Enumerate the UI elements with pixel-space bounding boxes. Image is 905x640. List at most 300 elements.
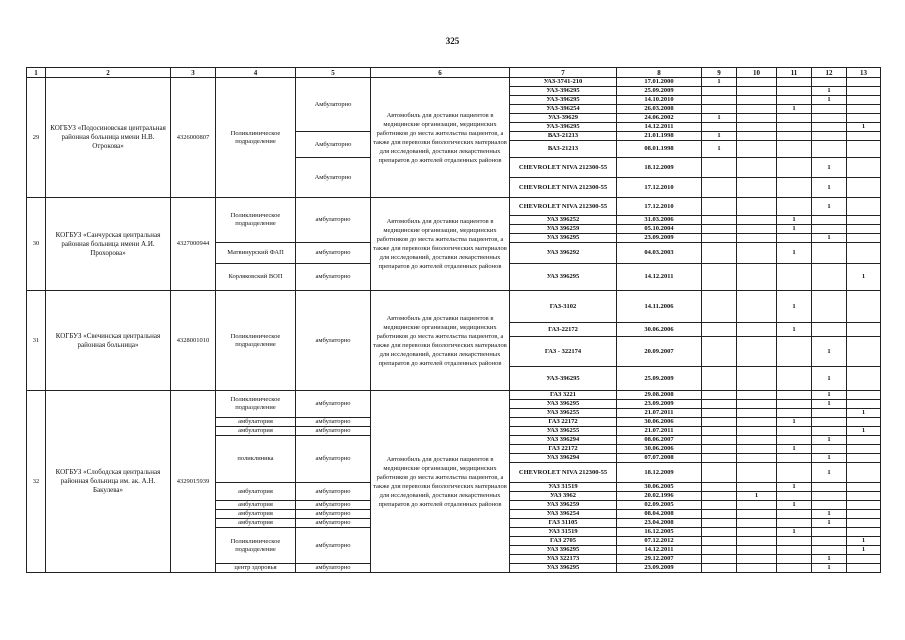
count-cell-col-9 xyxy=(702,291,737,323)
vehicle-date: 08.04.2008 xyxy=(617,510,702,519)
vehicle-model: УАЗ 396255 xyxy=(510,427,617,436)
count-cell-col-10 xyxy=(737,400,777,409)
vehicle-model: ГАЗ 2705 xyxy=(510,537,617,546)
org-inn: 4329015939 xyxy=(171,391,216,573)
vehicle-model: УАЗ 396295 xyxy=(510,546,617,555)
count-cell-col-11 xyxy=(777,400,812,409)
count-cell-col-9 xyxy=(702,337,737,367)
count-cell-col-10 xyxy=(737,546,777,555)
vehicle-date: 30.06.2006 xyxy=(617,445,702,454)
unit-cell: Матвинурский ФАП xyxy=(216,243,296,264)
care-mode-cell: Амбулаторно xyxy=(296,158,371,198)
count-cell-col-12: 1 xyxy=(812,519,847,528)
count-cell-col-11: 1 xyxy=(777,445,812,454)
count-cell-col-11 xyxy=(777,409,812,418)
vehicle-model: УАЗ 396259 xyxy=(510,501,617,510)
vehicle-model: ГАЗ - 322174 xyxy=(510,337,617,367)
vehicle-date: 04.03.2003 xyxy=(617,243,702,264)
vehicle-date: 26.03.2008 xyxy=(617,105,702,114)
count-cell-col-9 xyxy=(702,409,737,418)
care-mode-cell: амбулаторно xyxy=(296,519,371,528)
count-cell-col-10 xyxy=(737,178,777,198)
vehicle-purpose: Автомобиль для доставки пациентов в медицинские организации, медицинских работников до места жительства пациентов, а также для перевозки биологических материалов для исследований, доставки лекарственных препаратов до жителей отдаленных районов xyxy=(371,391,510,573)
vehicle-table xyxy=(26,67,881,573)
org-inn: 4326000807 xyxy=(171,78,216,198)
count-cell-col-12 xyxy=(812,537,847,546)
count-cell-col-13: 1 xyxy=(847,123,881,132)
count-cell-col-13 xyxy=(847,216,881,225)
count-cell-col-10 xyxy=(737,323,777,337)
count-cell-col-12: 1 xyxy=(812,367,847,391)
count-cell-col-12 xyxy=(812,492,847,501)
count-cell-col-10 xyxy=(737,96,777,105)
count-cell-col-12: 1 xyxy=(812,436,847,445)
count-cell-col-10 xyxy=(737,463,777,483)
count-cell-col-11 xyxy=(777,454,812,463)
count-cell-col-12 xyxy=(812,225,847,234)
count-cell-col-9 xyxy=(702,418,737,427)
org-inn: 4328001010 xyxy=(171,291,216,391)
count-cell-col-10 xyxy=(737,243,777,264)
care-mode-cell: амбулаторно xyxy=(296,528,371,564)
count-cell-col-12 xyxy=(812,528,847,537)
vehicle-model: ВАЗ-21213 xyxy=(510,132,617,141)
vehicle-model: УАЗ 31519 xyxy=(510,528,617,537)
vehicle-model: УАЗ-39629 xyxy=(510,114,617,123)
count-cell-col-12 xyxy=(812,243,847,264)
count-cell-col-13 xyxy=(847,291,881,323)
count-cell-col-11 xyxy=(777,367,812,391)
count-cell-col-10 xyxy=(737,225,777,234)
count-cell-col-11: 1 xyxy=(777,483,812,492)
vehicle-date: 16.12.2005 xyxy=(617,528,702,537)
count-cell-col-12: 1 xyxy=(812,198,847,216)
unit-cell: Поликлиническое подразделение xyxy=(216,291,296,391)
count-cell-col-10 xyxy=(737,105,777,114)
vehicle-date: 14.10.2010 xyxy=(617,96,702,105)
count-cell-col-11 xyxy=(777,87,812,96)
vehicle-model: УАЗ 396294 xyxy=(510,436,617,445)
count-cell-col-11 xyxy=(777,114,812,123)
vehicle-model: УАЗ 396294 xyxy=(510,454,617,463)
vehicle-model: CHEVROLET NIVA 212300-55 xyxy=(510,198,617,216)
header-cell-3: 3 xyxy=(171,68,216,78)
count-cell-col-13 xyxy=(847,225,881,234)
header-cell-12: 12 xyxy=(812,68,847,78)
vehicle-date: 07.07.2008 xyxy=(617,454,702,463)
count-cell-col-13: 1 xyxy=(847,427,881,436)
vehicle-model: УАЗ 396254 xyxy=(510,510,617,519)
header-cell-5: 5 xyxy=(296,68,371,78)
care-mode-cell: амбулаторно xyxy=(296,483,371,501)
header-cell-10: 10 xyxy=(737,68,777,78)
count-cell-col-13 xyxy=(847,418,881,427)
vehicle-date: 23.09.2009 xyxy=(617,564,702,573)
count-cell-col-11 xyxy=(777,555,812,564)
count-cell-col-13 xyxy=(847,436,881,445)
count-cell-col-9 xyxy=(702,225,737,234)
count-cell-col-12: 1 xyxy=(812,178,847,198)
care-mode-cell: амбулаторно xyxy=(296,391,371,418)
count-cell-col-10 xyxy=(737,87,777,96)
vehicle-date: 18.12.2009 xyxy=(617,158,702,178)
header-cell-9: 9 xyxy=(702,68,737,78)
vehicle-model: УАЗ 396295 xyxy=(510,564,617,573)
count-cell-col-13 xyxy=(847,141,881,158)
vehicle-purpose: Автомобиль для доставки пациентов в медицинские организации, медицинских работников до места жительства пациентов, а также для перевозки биологических материалов для исследований, доставки лекарственных препаратов до жителей отдаленных районов xyxy=(371,198,510,291)
count-cell-col-13 xyxy=(847,337,881,367)
care-mode-cell: амбулаторно xyxy=(296,418,371,427)
count-cell-col-11 xyxy=(777,123,812,132)
count-cell-col-11 xyxy=(777,132,812,141)
vehicle-date: 25.09.2009 xyxy=(617,87,702,96)
count-cell-col-10 xyxy=(737,409,777,418)
count-cell-col-12 xyxy=(812,216,847,225)
org-number: 30 xyxy=(27,198,46,291)
count-cell-col-9 xyxy=(702,454,737,463)
care-mode-cell: амбулаторно xyxy=(296,243,371,264)
count-cell-col-12 xyxy=(812,418,847,427)
vehicle-model: УАЗ 396295 xyxy=(510,264,617,291)
count-cell-col-10 xyxy=(737,141,777,158)
count-cell-col-9 xyxy=(702,264,737,291)
count-cell-col-13 xyxy=(847,400,881,409)
count-cell-col-10 xyxy=(737,427,777,436)
count-cell-col-10 xyxy=(737,367,777,391)
vehicle-model: ГАЗ-22172 xyxy=(510,323,617,337)
count-cell-col-11: 1 xyxy=(777,418,812,427)
count-cell-col-10 xyxy=(737,445,777,454)
unit-cell: Поликлиническое подразделение xyxy=(216,78,296,198)
count-cell-col-9 xyxy=(702,391,737,400)
count-cell-col-9 xyxy=(702,501,737,510)
count-cell-col-12 xyxy=(812,323,847,337)
count-cell-col-9: 1 xyxy=(702,78,737,87)
org-name: КОГБУЗ «Подосиновская центральная районная больница имени Н.В. Отрокова» xyxy=(46,78,171,198)
care-mode-cell: амбулаторно xyxy=(296,564,371,573)
care-mode-cell: амбулаторно xyxy=(296,198,371,243)
count-cell-col-10 xyxy=(737,234,777,243)
care-mode-cell: Амбулаторно xyxy=(296,132,371,158)
count-cell-col-13 xyxy=(847,87,881,96)
vehicle-date: 30.06.2006 xyxy=(617,323,702,337)
count-cell-col-12: 1 xyxy=(812,564,847,573)
count-cell-col-9 xyxy=(702,492,737,501)
count-cell-col-10 xyxy=(737,337,777,367)
count-cell-col-12 xyxy=(812,546,847,555)
count-cell-col-13 xyxy=(847,132,881,141)
vehicle-model: ГАЗ 22172 xyxy=(510,445,617,454)
vehicle-model: CHEVROLET NIVA 212300-55 xyxy=(510,178,617,198)
count-cell-col-12: 1 xyxy=(812,337,847,367)
count-cell-col-13 xyxy=(847,323,881,337)
count-cell-col-10 xyxy=(737,114,777,123)
count-cell-col-12: 1 xyxy=(812,555,847,564)
count-cell-col-11 xyxy=(777,337,812,367)
vehicle-date: 17.12.2010 xyxy=(617,198,702,216)
count-cell-col-13 xyxy=(847,492,881,501)
org-number: 32 xyxy=(27,391,46,573)
header-cell-6: 6 xyxy=(371,68,510,78)
vehicle-date: 25.09.2009 xyxy=(617,367,702,391)
count-cell-col-9 xyxy=(702,123,737,132)
unit-cell: амбулатория xyxy=(216,418,296,427)
count-cell-col-12 xyxy=(812,123,847,132)
count-cell-col-12: 1 xyxy=(812,96,847,105)
count-cell-col-11 xyxy=(777,427,812,436)
count-cell-col-11: 1 xyxy=(777,291,812,323)
count-cell-col-9 xyxy=(702,546,737,555)
count-cell-col-11 xyxy=(777,264,812,291)
count-cell-col-12 xyxy=(812,141,847,158)
vehicle-model: УАЗ 396252 xyxy=(510,216,617,225)
vehicle-date: 20.09.2007 xyxy=(617,337,702,367)
count-cell-col-9 xyxy=(702,400,737,409)
count-cell-col-11 xyxy=(777,198,812,216)
count-cell-col-10 xyxy=(737,483,777,492)
org-name: КОГБУЗ «Слободская центральная районная больница им. ак. А.Н. Бакулева» xyxy=(46,391,171,573)
vehicle-date: 21.01.1998 xyxy=(617,132,702,141)
vehicle-date: 05.10.2004 xyxy=(617,225,702,234)
vehicle-purpose: Автомобиль для доставки пациентов в медицинские организации, медицинских работников до места жительства пациентов, а также для перевозки биологических материалов для исследований, доставки лекарственных препаратов до жителей отдаленных районов xyxy=(371,291,510,391)
count-cell-col-11 xyxy=(777,141,812,158)
count-cell-col-13 xyxy=(847,528,881,537)
count-cell-col-13 xyxy=(847,243,881,264)
vehicle-purpose: Автомобиль для доставки пациентов в медицинские организации, медицинских работников до места жительства пациентов, а также для перевозки биологических материалов для исследований, доставки лекарственных препаратов до жителей отдаленных районов xyxy=(371,78,510,198)
vehicle-model: УАЗ-396295 xyxy=(510,123,617,132)
vehicle-date: 08.06.2007 xyxy=(617,436,702,445)
count-cell-col-11 xyxy=(777,564,812,573)
vehicle-model: УАЗ 322173 xyxy=(510,555,617,564)
care-mode-cell: амбулаторно xyxy=(296,510,371,519)
count-cell-col-10 xyxy=(737,418,777,427)
count-cell-col-9 xyxy=(702,96,737,105)
count-cell-col-9 xyxy=(702,528,737,537)
count-cell-col-11 xyxy=(777,78,812,87)
vehicle-date: 14.12.2011 xyxy=(617,546,702,555)
count-cell-col-13: 1 xyxy=(847,409,881,418)
vehicle-date: 23.04.2008 xyxy=(617,519,702,528)
vehicle-date: 18.12.2009 xyxy=(617,463,702,483)
vehicle-date: 31.03.2006 xyxy=(617,216,702,225)
vehicle-model: УАЗ 396292 xyxy=(510,243,617,264)
count-cell-col-12 xyxy=(812,483,847,492)
count-cell-col-10 xyxy=(737,519,777,528)
care-mode-cell: амбулаторно xyxy=(296,436,371,483)
org-inn: 4327000944 xyxy=(171,198,216,291)
count-cell-col-9 xyxy=(702,234,737,243)
vehicle-date: 14.12.2011 xyxy=(617,123,702,132)
vehicle-model: УАЗ-396254 xyxy=(510,105,617,114)
care-mode-cell: Амбулаторно xyxy=(296,78,371,132)
vehicle-model: УАЗ-3741-210 xyxy=(510,78,617,87)
count-cell-col-9 xyxy=(702,519,737,528)
vehicle-date: 17.01.2000 xyxy=(617,78,702,87)
unit-cell: поликлиника xyxy=(216,436,296,483)
count-cell-col-13 xyxy=(847,105,881,114)
vehicle-model: УАЗ-396295 xyxy=(510,96,617,105)
count-cell-col-12 xyxy=(812,427,847,436)
count-cell-col-11: 1 xyxy=(777,323,812,337)
count-cell-col-13 xyxy=(847,158,881,178)
count-cell-col-11 xyxy=(777,436,812,445)
count-cell-col-11: 1 xyxy=(777,216,812,225)
count-cell-col-12: 1 xyxy=(812,463,847,483)
vehicle-date: 24.06.2002 xyxy=(617,114,702,123)
count-cell-col-12 xyxy=(812,114,847,123)
unit-cell: амбулатория xyxy=(216,519,296,528)
count-cell-col-13 xyxy=(847,114,881,123)
count-cell-col-13 xyxy=(847,454,881,463)
vehicle-date: 30.06.2006 xyxy=(617,418,702,427)
count-cell-col-13 xyxy=(847,483,881,492)
header-row xyxy=(27,68,881,78)
count-cell-col-11: 1 xyxy=(777,243,812,264)
vehicle-date: 14.11.2006 xyxy=(617,291,702,323)
count-cell-col-13 xyxy=(847,445,881,454)
count-cell-col-11 xyxy=(777,178,812,198)
count-cell-col-10 xyxy=(737,537,777,546)
vehicle-model: ГАЗ 31105 xyxy=(510,519,617,528)
count-cell-col-13 xyxy=(847,519,881,528)
count-cell-col-9 xyxy=(702,555,737,564)
count-cell-col-9 xyxy=(702,537,737,546)
care-mode-cell: амбулаторно xyxy=(296,501,371,510)
count-cell-col-13: 1 xyxy=(847,537,881,546)
count-cell-col-13 xyxy=(847,391,881,400)
vehicle-model: УАЗ 396255 xyxy=(510,409,617,418)
count-cell-col-10 xyxy=(737,198,777,216)
count-cell-col-11: 1 xyxy=(777,105,812,114)
org-number: 29 xyxy=(27,78,46,198)
header-cell-11: 11 xyxy=(777,68,812,78)
vehicle-model: УАЗ 396295 xyxy=(510,400,617,409)
count-cell-col-11 xyxy=(777,492,812,501)
header-cell-4: 4 xyxy=(216,68,296,78)
vehicle-model: УАЗ-396295 xyxy=(510,367,617,391)
count-cell-col-10 xyxy=(737,564,777,573)
header-cell-8: 8 xyxy=(617,68,702,78)
count-cell-col-12: 1 xyxy=(812,510,847,519)
count-cell-col-11 xyxy=(777,510,812,519)
count-cell-col-12: 1 xyxy=(812,391,847,400)
count-cell-col-13 xyxy=(847,564,881,573)
table-row xyxy=(27,198,881,216)
vehicle-model: ВАЗ-21213 xyxy=(510,141,617,158)
vehicle-model: ГАЗ-3102 xyxy=(510,291,617,323)
unit-cell: центр здоровья xyxy=(216,564,296,573)
count-cell-col-11 xyxy=(777,391,812,400)
page-number: 325 xyxy=(445,36,460,46)
unit-cell: амбулатория xyxy=(216,483,296,501)
count-cell-col-12 xyxy=(812,132,847,141)
count-cell-col-9 xyxy=(702,216,737,225)
count-cell-col-9 xyxy=(702,367,737,391)
count-cell-col-10: 1 xyxy=(737,492,777,501)
unit-cell: Корляковский ВОП xyxy=(216,264,296,291)
count-cell-col-10 xyxy=(737,158,777,178)
count-cell-col-10 xyxy=(737,291,777,323)
vehicle-date: 20.02.1996 xyxy=(617,492,702,501)
count-cell-col-13: 1 xyxy=(847,546,881,555)
count-cell-col-11 xyxy=(777,537,812,546)
count-cell-col-11 xyxy=(777,158,812,178)
count-cell-col-12 xyxy=(812,409,847,418)
vehicle-date: 21.07.2011 xyxy=(617,409,702,418)
count-cell-col-12 xyxy=(812,105,847,114)
count-cell-col-10 xyxy=(737,555,777,564)
count-cell-col-10 xyxy=(737,264,777,291)
table-row xyxy=(27,391,881,400)
count-cell-col-10 xyxy=(737,132,777,141)
count-cell-col-10 xyxy=(737,436,777,445)
vehicle-model: CHEVROLET NIVA 212300-55 xyxy=(510,463,617,483)
count-cell-col-13 xyxy=(847,78,881,87)
count-cell-col-11: 1 xyxy=(777,225,812,234)
count-cell-col-12: 1 xyxy=(812,400,847,409)
count-cell-col-13 xyxy=(847,96,881,105)
vehicle-date: 30.06.2005 xyxy=(617,483,702,492)
count-cell-col-9: 1 xyxy=(702,141,737,158)
count-cell-col-10 xyxy=(737,123,777,132)
count-cell-col-10 xyxy=(737,528,777,537)
count-cell-col-9 xyxy=(702,427,737,436)
vehicle-model: УАЗ 396295 xyxy=(510,234,617,243)
vehicle-model: УАЗ 396259 xyxy=(510,225,617,234)
org-name: КОГБУЗ «Санчурская центральная районная больница имени А.И. Прохорова» xyxy=(46,198,171,291)
unit-cell: Поликлиническое подразделение xyxy=(216,391,296,418)
count-cell-col-11 xyxy=(777,519,812,528)
count-cell-col-13 xyxy=(847,555,881,564)
unit-cell: Поликлиническое подразделение xyxy=(216,198,296,243)
table-row xyxy=(27,291,881,323)
count-cell-col-13 xyxy=(847,367,881,391)
vehicle-model: ГАЗ 22172 xyxy=(510,418,617,427)
count-cell-col-13 xyxy=(847,463,881,483)
count-cell-col-9 xyxy=(702,178,737,198)
count-cell-col-9 xyxy=(702,323,737,337)
count-cell-col-9: 1 xyxy=(702,114,737,123)
vehicle-date: 08.01.1998 xyxy=(617,141,702,158)
count-cell-col-10 xyxy=(737,216,777,225)
count-cell-col-11 xyxy=(777,234,812,243)
count-cell-col-11 xyxy=(777,546,812,555)
header-cell-13: 13 xyxy=(847,68,881,78)
unit-cell: амбулатория xyxy=(216,427,296,436)
count-cell-col-12 xyxy=(812,264,847,291)
count-cell-col-13 xyxy=(847,234,881,243)
count-cell-col-9 xyxy=(702,243,737,264)
count-cell-col-11: 1 xyxy=(777,528,812,537)
unit-cell: амбулатория xyxy=(216,510,296,519)
count-cell-col-9 xyxy=(702,510,737,519)
care-mode-cell: амбулаторно xyxy=(296,427,371,436)
vehicle-date: 14.12.2011 xyxy=(617,264,702,291)
count-cell-col-13 xyxy=(847,178,881,198)
table-row xyxy=(27,78,881,87)
vehicle-model: ГАЗ 3221 xyxy=(510,391,617,400)
care-mode-cell: амбулаторно xyxy=(296,264,371,291)
count-cell-col-10 xyxy=(737,78,777,87)
unit-cell: амбулатория xyxy=(216,501,296,510)
count-cell-col-12 xyxy=(812,291,847,323)
count-cell-col-12: 1 xyxy=(812,158,847,178)
count-cell-col-12: 1 xyxy=(812,234,847,243)
vehicle-date: 23.09.2009 xyxy=(617,400,702,409)
count-cell-col-9 xyxy=(702,463,737,483)
count-cell-col-13 xyxy=(847,501,881,510)
count-cell-col-13 xyxy=(847,510,881,519)
